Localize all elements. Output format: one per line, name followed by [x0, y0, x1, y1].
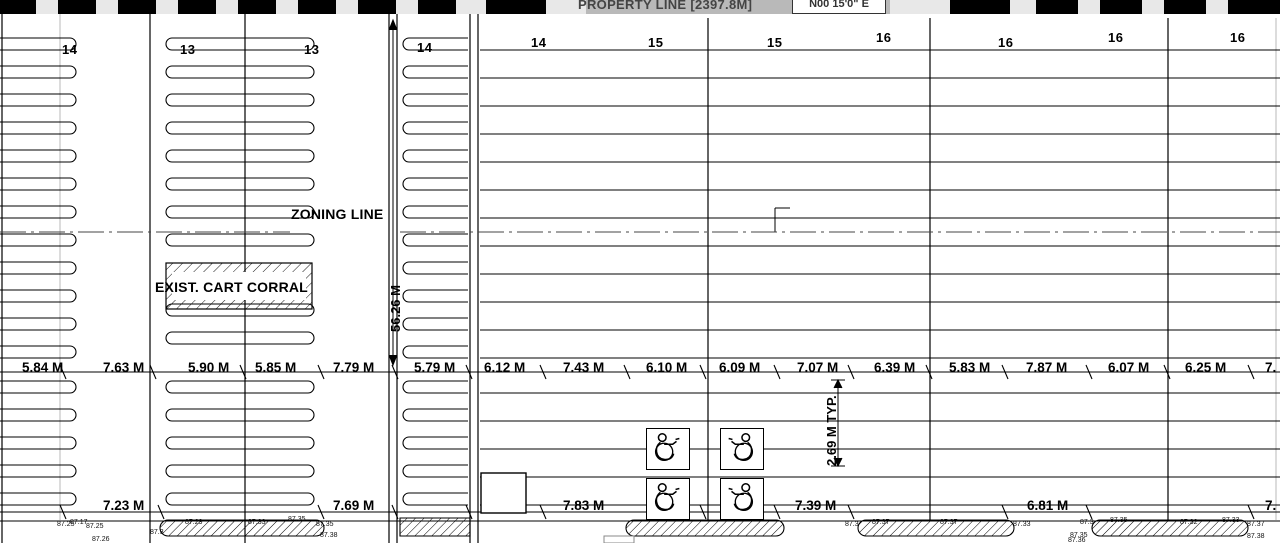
spot-elevation: 87.38: [1247, 533, 1265, 540]
dimension-label: 5.83 M: [949, 360, 991, 375]
spot-elevation: 87.17: [70, 519, 88, 526]
bay-number: 14: [62, 42, 78, 57]
bay-number: 13: [304, 42, 320, 57]
accessible-parking-icon: [720, 478, 764, 520]
dimension-label: 6.10 M: [646, 360, 688, 375]
bay-number: 16: [876, 30, 892, 45]
spot-elevation: 87.33: [248, 519, 266, 526]
spot-elevation: 87.35: [1070, 532, 1088, 539]
dimension-label: 6.81 M: [1027, 498, 1069, 513]
dimension-label: 6.25 M: [1185, 360, 1227, 375]
dimension-label: 6.39 M: [874, 360, 916, 375]
bay-number: 16: [1108, 30, 1124, 45]
spot-elevation: 87.32: [1180, 519, 1198, 526]
zoning-line-label: ZONING LINE: [291, 206, 384, 222]
dimension-label: 7.69 M: [333, 498, 375, 513]
spot-elevation: 87.35: [288, 516, 306, 523]
spot-elevation: 87.35: [1110, 517, 1128, 524]
dimension-label: 7.07 M: [797, 360, 839, 375]
spot-elevation: 87.26: [92, 536, 110, 543]
dimension-label: 7.43 M: [563, 360, 605, 375]
dimension-label: 6.07 M: [1108, 360, 1150, 375]
bay-number: 15: [767, 35, 783, 50]
accessible-parking-icon: [646, 428, 690, 470]
dimension-label: 7.: [1265, 360, 1277, 375]
spot-elevation: 87.25: [57, 521, 75, 528]
dimension-label: 6.12 M: [484, 360, 526, 375]
spot-elevation: 87.37: [872, 519, 890, 526]
spot-elevation: 87.3: [845, 521, 859, 528]
vertical-dimension-label: 56.26 M: [388, 285, 403, 332]
dimension-label: 6.09 M: [719, 360, 761, 375]
dimension-label: 7.63 M: [103, 360, 145, 375]
dimension-label: 5.84 M: [22, 360, 64, 375]
spot-elevation: 87.3: [150, 529, 164, 536]
bay-number: 14: [531, 35, 547, 50]
bay-number: 15: [648, 35, 664, 50]
dimension-label: 7.: [1265, 498, 1277, 513]
spot-elevation: 87.38: [320, 532, 338, 539]
accessible-parking-icon: [646, 478, 690, 520]
typical-stall-dimension-label: 2.69 M TYP.: [824, 395, 839, 466]
spot-elevation: 87.36: [1068, 537, 1086, 543]
bay-number: 16: [998, 35, 1014, 50]
spot-elevation: 87.37: [940, 519, 958, 526]
dimension-label: 7.83 M: [563, 498, 605, 513]
spot-elevation: 87.3: [1080, 519, 1094, 526]
spot-elevation: 87.33: [1222, 517, 1240, 524]
dimension-label: 5.79 M: [414, 360, 456, 375]
dimension-label: 7.87 M: [1026, 360, 1068, 375]
dimension-label: 7.23 M: [103, 498, 145, 513]
property-line-title: PROPERTY LINE [2397.8M]: [578, 0, 753, 12]
bay-number: 16: [1230, 30, 1246, 45]
dimension-label: 5.90 M: [188, 360, 230, 375]
cart-corral-label: EXIST. CART CORRAL: [155, 279, 308, 295]
spot-elevation: 87.35: [316, 521, 334, 528]
bearing-tag: N00 15'0" E: [792, 0, 886, 14]
spot-elevation: 87.25: [86, 523, 104, 530]
spot-elevation: 87.33: [1013, 521, 1031, 528]
accessible-parking-icon: [720, 428, 764, 470]
spot-elevation: 87.37: [1247, 521, 1265, 528]
dimension-label: 7.39 M: [795, 498, 837, 513]
bay-number: 14: [417, 40, 433, 55]
dimension-label: 7.79 M: [333, 360, 375, 375]
spot-elevation: 87.29: [185, 519, 203, 526]
dimension-label: 5.85 M: [255, 360, 297, 375]
bay-number: 13: [180, 42, 196, 57]
